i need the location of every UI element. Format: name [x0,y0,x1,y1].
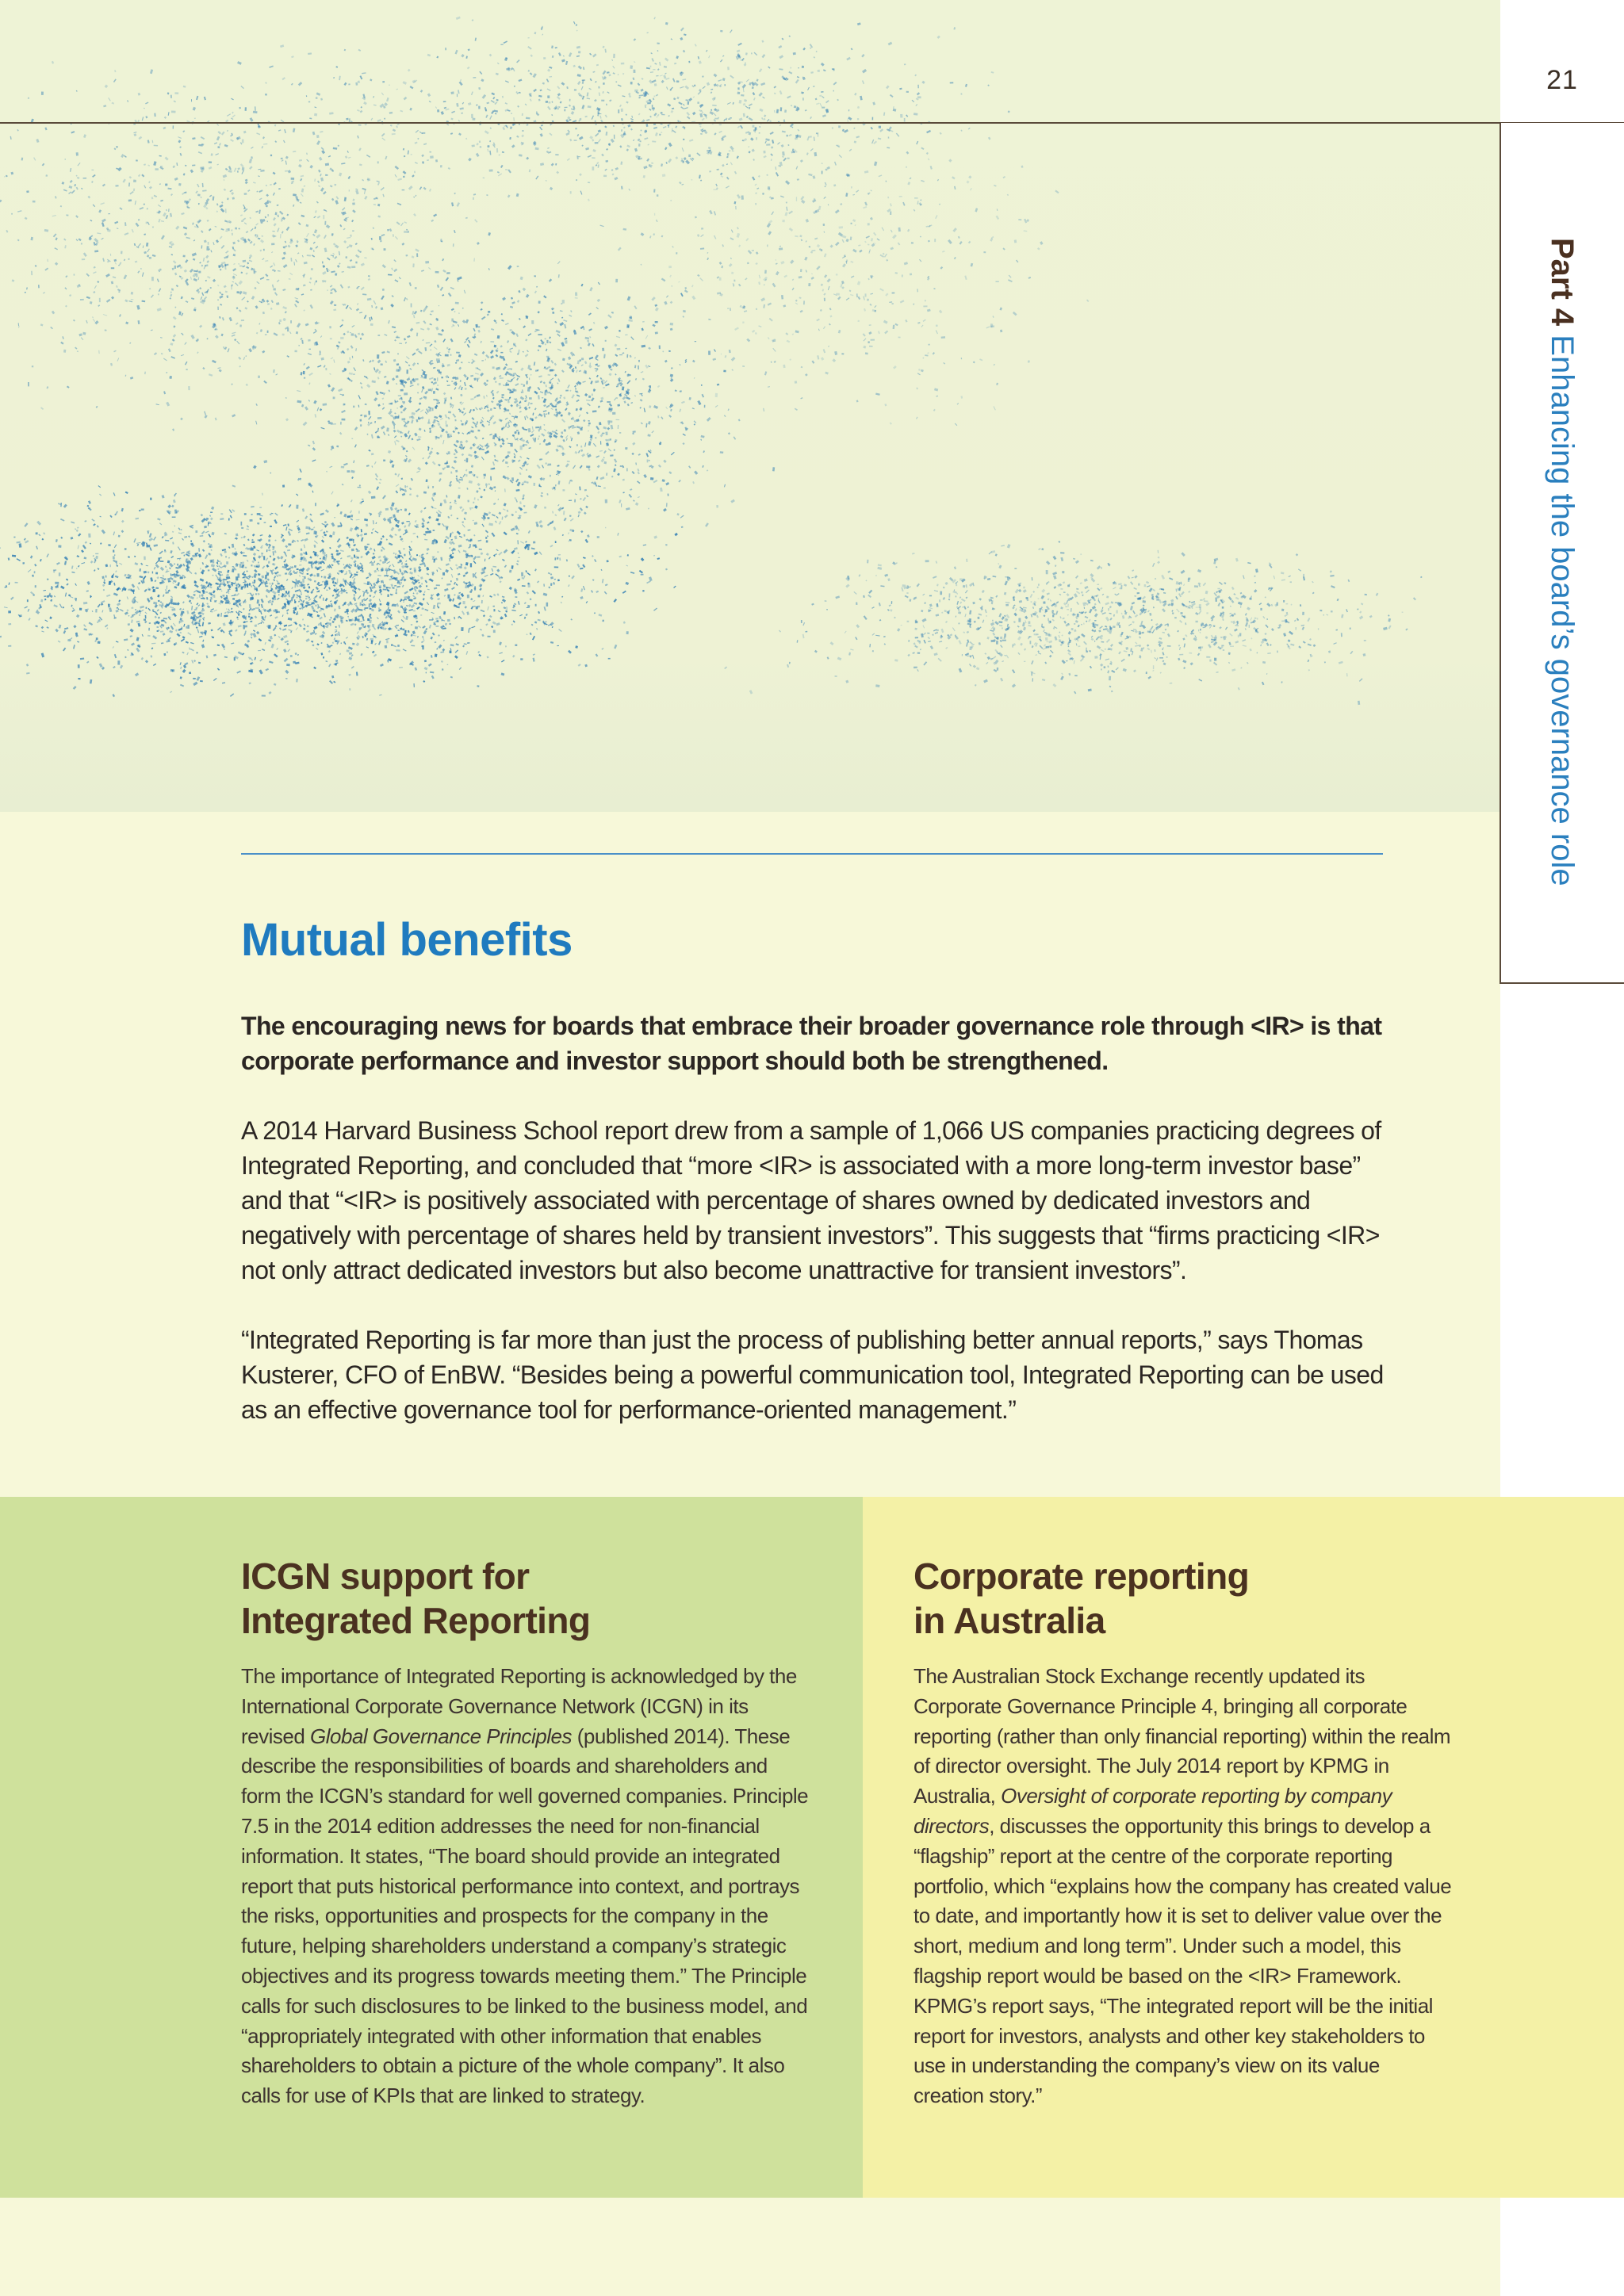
icgn-heading-line-1: ICGN support for [241,1556,530,1597]
australia-heading-line-1: Corporate reporting [914,1556,1250,1597]
part-label: Part 4 [1545,238,1580,327]
icgn-text-part-2: (published 2014). These describe the responsibilities of boards and shareholders and form the ICGN’s standard for well governed companies. Principle 7.5 in the 2014 edition addresses the need for non-financial information. It states, “The board should provide an integrated report that puts historical performance into context, and portrays the risks, opportunities and prospects for the company in the future, helping shareholders understand a company’s strategic objectives and its progress towards meeting them.” The Principle calls for such disclosures to be linked to the business model, and “appropriately integrated with other information that enables shareholders to obtain a picture of the whole company”. It also calls for use of KPIs that are linked to strategy. [241,1724,809,2108]
australia-box-text [914,1662,1453,2111]
australia-text-part-2: , discusses the opportunity this brings to develop a “flagship” report at the centre of the corporate reporting portfolio, which “explains how the company has created value to date, and importantly how it is set to deliver value over the short, medium and long term”. Under such a model, this flagship report would be based on the <IR> Framework. KPMG’s report says, “The integrated report will be the initial report for investors, analysts and other key stakeholders to use in understanding the company’s view on its value creation story.” [914,1813,1452,2108]
icgn-heading-line-2: Integrated Reporting [241,1600,591,1641]
section-divider [241,853,1383,855]
header-rule [0,122,1624,124]
icgn-text-publication-title: Global Governance Principles [310,1724,573,1748]
australia-box-heading [914,1554,1469,1643]
part-title: Enhancing the board’s governance role [1545,335,1580,886]
lead-paragraph: The encouraging news for boards that embrace their broader governance role through <IR> is that corporate performance and investor support should both be strengthened. [241,1012,1382,1075]
body-paragraph-2: “Integrated Reporting is far more than just the process of publishing better annual reports,” says Thomas Kusterer, CFO of EnBW. “Besides being a powerful communication tool, Integrated Reporting can be used as an effective governance tool for performance-oriented management.” [241,1326,1384,1424]
icgn-text-part-1: The importance of Integrated Reporting is acknowledged by the International Corporate Governance Network (ICGN) in its revised [241,1664,797,1748]
section-tab-label [1543,238,1581,886]
page-number: 21 [1546,65,1578,95]
icgn-box-heading [241,1554,796,1643]
section-heading: Mutual benefits [241,914,573,966]
australia-text-part-1: The Australian Stock Exchange recently updated its Corporate Governance Principle 4, bringing all corporate reporting (rather than only financial reporting) within the realm of director oversight. The July 2014 report by KPMG in Australia, [914,1664,1451,1808]
australia-heading-line-2: in Australia [914,1600,1105,1641]
australia-text-report-title: Oversight of corporate reporting by company directors [914,1784,1392,1838]
icgn-box-text [241,1662,812,2111]
body-paragraph-1: A 2014 Harvard Business School report drew from a sample of 1,066 US companies practicing degrees of Integrated Reporting, and concluded that “more <IR> is associated with a more long-term investor base” and that “<IR> is positively associated with percentage of shares owned by dedicated investors and negatively with percentage of shares held by transient investors”. This suggests that “firms practicing <IR> not only attract dedicated investors but also become unattractive for transient investors”. [241,1116,1381,1284]
